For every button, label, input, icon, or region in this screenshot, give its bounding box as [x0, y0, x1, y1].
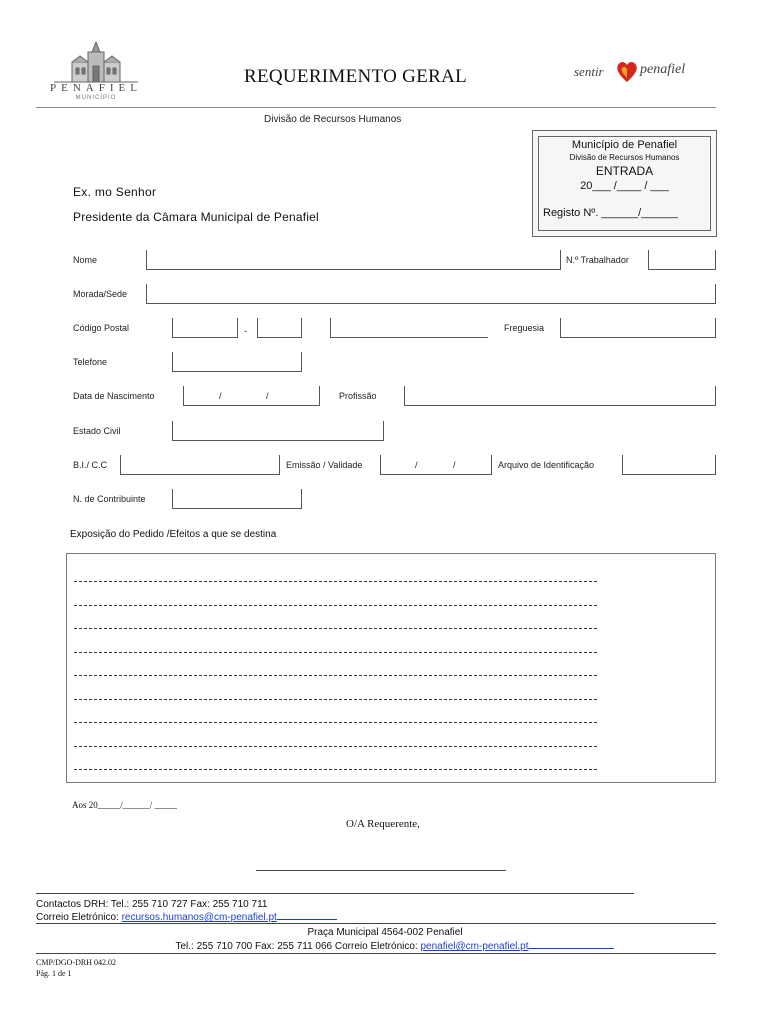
morada-input[interactable] [146, 284, 716, 304]
exposicao-writing-line [74, 652, 597, 653]
emissao-label: Emissão / Validade [286, 460, 363, 470]
footer-correio-label: Correio Eletrónico: [36, 912, 122, 923]
emissao-slash-1: / [415, 460, 418, 470]
nome-label: Nome [73, 255, 98, 265]
codigo-postal-label: Código Postal [73, 323, 130, 333]
footer-address: Praça Municipal 4564-002 Penafiel [307, 927, 463, 938]
footer-tel [0, 940, 770, 952]
exposicao-writing-line [74, 675, 597, 676]
footer-correio-email[interactable]: recursos.humanos@cm-penafiel.pt [121, 912, 277, 923]
footer-tel-email[interactable]: penafiel@cm-penafiel.pt [420, 941, 529, 952]
data-nascimento-label: Data de Nascimento [73, 391, 155, 401]
footer-tel-text: Tel.: 255 710 700 Fax: 255 711 066 Correio Eletrónico: [175, 941, 421, 952]
bi-cc-label: B.I./ C.C [73, 460, 108, 470]
exposicao-writing-line [74, 628, 597, 629]
arquivo-label: Arquivo de Identificação [498, 460, 595, 470]
data-nascimento-input[interactable] [183, 386, 320, 406]
city-hall-icon [48, 40, 144, 84]
footer-rule-bottom [36, 953, 716, 954]
footer-tel-underline [528, 940, 614, 949]
n-trabalhador-input[interactable] [648, 250, 716, 270]
stamp-title: Município de Penafiel [571, 139, 678, 151]
estado-civil-label: Estado Civil [73, 426, 121, 436]
exposicao-writing-line [74, 699, 597, 700]
stamp-registo: Registo Nº. ______/______ [543, 207, 678, 219]
data-nascimento-slash-1: / [219, 391, 222, 401]
footer-rule-mid [36, 923, 716, 924]
exposicao-writing-line [74, 581, 597, 582]
stamp-date-line: 20___ /____ / ___ [580, 180, 669, 192]
freguesia-label: Freguesia [504, 323, 545, 333]
logo-sub: MUNICÍPIO [75, 95, 117, 101]
estado-civil-input[interactable] [172, 421, 384, 441]
footer-contactos: Contactos DRH: Tel.: 255 710 727 Fax: 255 710 711 [36, 899, 268, 910]
morada-label: Morada/Sede [73, 289, 128, 299]
profissao-label: Profissão [339, 391, 377, 401]
stamp-subtitle: Divisão de Recursos Humanos [569, 153, 680, 162]
exposicao-writing-line [74, 605, 597, 606]
stamp-entrada: ENTRADA [595, 164, 654, 178]
telefone-input[interactable] [172, 352, 302, 372]
emissao-slash-2: / [453, 460, 456, 470]
nome-input[interactable] [146, 250, 561, 270]
salutation-line1: Ex. mo Senhor [73, 185, 157, 199]
footer-correio [36, 911, 337, 923]
division-label: Divisão de Recursos Humanos [264, 114, 402, 125]
doc-code: CMP/DGO-DRH 042.02 [36, 958, 117, 967]
exposicao-label: Exposição do Pedido /Efeitos a que se destina [70, 529, 277, 540]
signature-date: Aos 20_____/______/ _____ [72, 800, 178, 810]
heart-icon [614, 58, 640, 84]
header-divider [36, 107, 716, 108]
localidade-input[interactable] [330, 318, 488, 338]
logo-sentir-text: sentir [574, 64, 604, 79]
exposicao-writing-line [74, 769, 597, 770]
page-title: REQUERIMENTO GERAL [244, 66, 468, 87]
entrada-stamp-box [532, 130, 717, 237]
codigo-postal-dash: - [244, 326, 247, 336]
emissao-input[interactable] [380, 455, 492, 475]
signature-line[interactable] [256, 870, 506, 871]
data-nascimento-slash-2: / [266, 391, 269, 401]
n-trabalhador-label: N.º Trabalhador [566, 255, 629, 265]
contribuinte-input[interactable] [172, 489, 302, 509]
freguesia-input[interactable] [560, 318, 716, 338]
requerente-label: O/A Requerente, [346, 818, 420, 830]
codigo-postal-input-1[interactable] [172, 318, 238, 338]
bi-cc-input[interactable] [120, 455, 280, 475]
page-number: Pág. 1 de 1 [36, 969, 72, 978]
exposicao-textarea[interactable] [66, 553, 716, 783]
logo-penafiel-text: penafiel [640, 62, 686, 77]
arquivo-input[interactable] [622, 455, 716, 475]
contribuinte-label: N. de Contribuinte [73, 494, 146, 504]
exposicao-writing-line [74, 746, 597, 747]
codigo-postal-input-2[interactable] [257, 318, 302, 338]
sentir-penafiel-logo [574, 58, 704, 88]
footer-rule-top [36, 893, 634, 894]
penafiel-municipio-logo [48, 40, 144, 102]
logo-name: PENAFIEL [50, 82, 142, 94]
salutation-line2: Presidente da Câmara Municipal de Penafiel [73, 210, 319, 224]
footer-correio-underline [277, 911, 337, 920]
profissao-input[interactable] [404, 386, 716, 406]
exposicao-writing-line [74, 722, 597, 723]
telefone-label: Telefone [73, 357, 108, 367]
